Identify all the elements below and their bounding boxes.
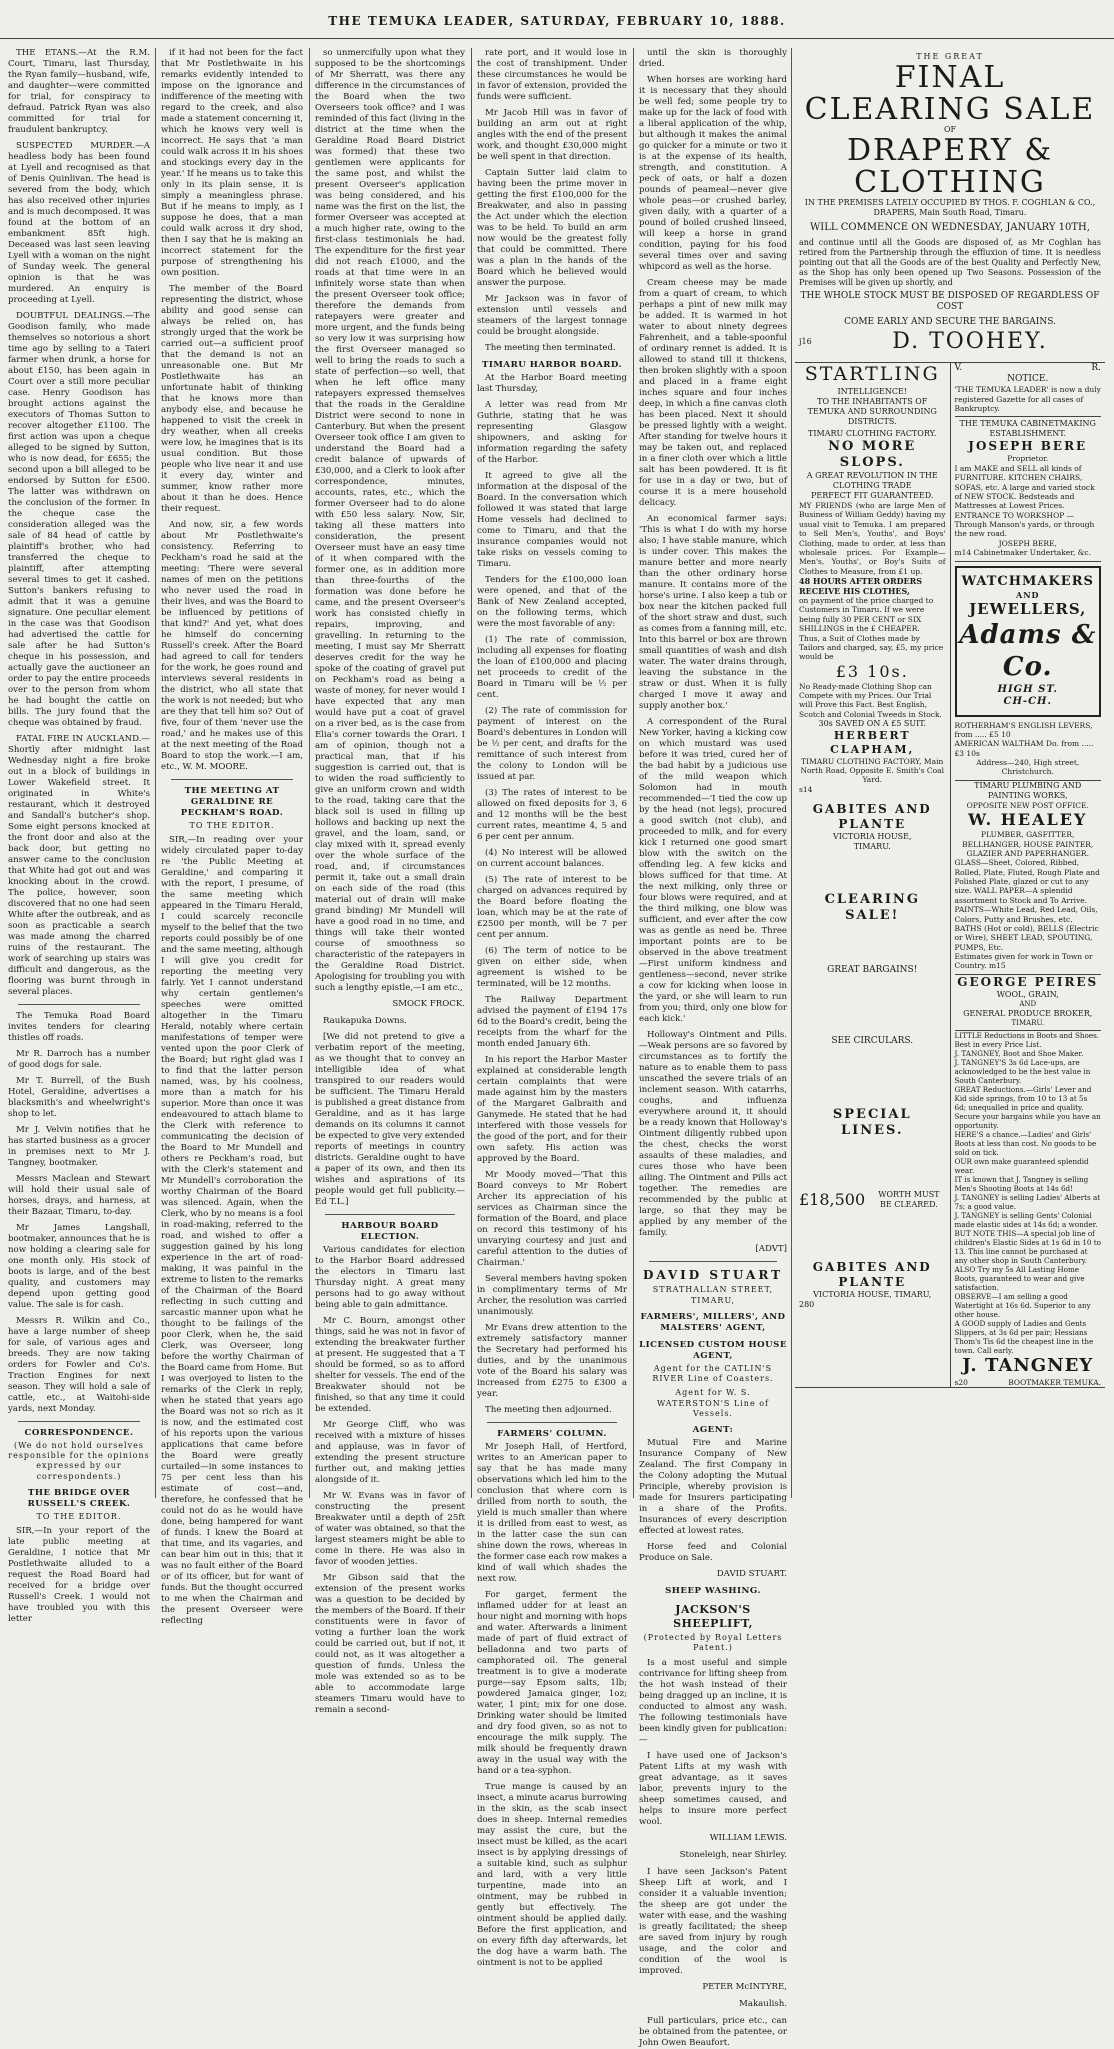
- ad-stuart-signature: DAVID STUART.: [716, 1569, 787, 1579]
- ad-body: MY FRIENDS (who are large Men of Business of William Geddy) having my usual visit to Temuka. I am prepared to Sell Men's, Youths', and Boys' Clothing, made to order, at less than wholesale prices. For Example—Men's, Youths', or Boy's Suits of Clothes to Measure, from £1 up.: [799, 501, 946, 576]
- article-paragraph: (3) The rates of interest to be allowed on fixed deposits for 3, 6 and 12 months will be the best current rates, meantime 4, 5 and 6 per cent per annum.: [477, 788, 627, 842]
- ad-code: j16: [799, 337, 812, 346]
- article-paragraph: When horses are working hard it is necessary that they should be well fed; some people try to make up for the lack of food with a liberal application of the whip, but although it makes the animal go quicker for a minute or two it is at the expense of its health, strength, and constitution. A peck of oats, or half a dozen pounds of peameal—never give whole peas—or crushed barley, given daily, with a quarter of a pound of boiled crushed linseed, will keep a horse in grand condition, paying for his food several times over and saving whipcord as well as the horse.: [639, 75, 787, 272]
- logo-script-name: Adams & Co.: [959, 619, 1097, 682]
- ad-stuart-name: DAVID STUART: [642, 1268, 784, 1282]
- logo-jewellers: JEWELLERS,: [969, 599, 1087, 618]
- editor-note: [We did not pretend to give a verbatim report of the meeting, as we thought that to convey an intelligible idea of what transpired to our readers would be sufficient. The Timaru Herald is published a great distance from Geraldine, and as it has large demands on its columns it cannot be expected to give very extended reports of meetings in country districts. Geraldine ought to have a paper of its own, and then its wishes and aspirations of its people would get full publicity.—Ed T.L.]: [315, 1032, 465, 1207]
- ad-v: V.: [954, 362, 963, 373]
- masthead-rule: [0, 38, 1114, 39]
- ad-stuart-body: Horse feed and Colonial Produce on Sale.: [639, 1542, 787, 1563]
- article-paragraph: Messrs Maclean and Stewart will hold their usual sale of horses, drays, and harness, at their Bazaar, Timaru, to-day.: [8, 1174, 150, 1217]
- ad-subtitle: INTELLIGENCE!: [837, 386, 908, 396]
- ad-saved: 30s SAVED ON A £5 SUIT.: [818, 719, 926, 729]
- ad-sheep-sub: (Protected by Royal Letters Patent.): [643, 1633, 783, 1653]
- logo-and: AND: [1016, 589, 1040, 600]
- article-paragraph: Mr James Langshall, bootmaker, announces that he is now holding a clearing sale for one month only. His stock of boots is large, and of the best quality, and customers may depend upon getting good value. The sale is for cash.: [8, 1223, 150, 1310]
- ad-stuart-line: Agent for W. S. WATERSTON'S Line of Vessels.: [656, 1388, 770, 1418]
- ad-tangney-line: A GOOD supply of Ladies and Gents Slippers, at 3s 6d per pair; Hessians Thom's Tis 6d the cheapest line in the town. Call early.: [954, 1319, 1094, 1356]
- column-3: [315, 48, 465, 1715]
- article-paragraph: The member of the Board representing the district, whose ability and good sense can always be relied on, has strongly urged that the work be carried out—a sufficient proof that the demand is not an unreasonable one. But Mr Postlethwaite has an unfortunate habit of thinking that he knows more than anybody else, and because he happened to visit the creek in dry weather, when all creeks were low, he imagines that is its usual condition. But those people who live near it and use it every day, winter and summer, know rather more about it than he does. Hence their request.: [161, 284, 303, 514]
- ad-stuart-line: LICENSED CUSTOM HOUSE AGENT,: [639, 1339, 787, 1361]
- article-paragraph: Mr Jackson was in favor of extension until vessels and steamers of the largest tonnage could be brought alongside.: [477, 294, 627, 337]
- ad-tangney-line: J. TANGNEY is selling Gents' Colonial made elastic sides at 14s 6d; a wonder.: [954, 1211, 1098, 1230]
- masthead: THE TEMUKA LEADER, SATURDAY, FEBRUARY 10, 1888.: [328, 14, 786, 28]
- place-line: Raukapuka Downs.: [323, 1016, 407, 1026]
- article-paragraph: The meeting then adjourned.: [485, 1405, 612, 1415]
- ad-cabinet-trade: Cabinetmaker Undertaker, &c.: [973, 548, 1092, 558]
- ad-tangney-line: OBSERVE—I am selling a good Watertight at 16s 6d. Superior to any other house.: [954, 1292, 1091, 1320]
- ad-gabites-city: TIMARU.: [853, 842, 891, 852]
- section-heading: HARBOUR BOARD ELECTION.: [341, 1221, 439, 1242]
- divider: [171, 779, 293, 780]
- ad-stuart-address: STRATHALLAN STREET, TIMARU,: [652, 1285, 774, 1305]
- ad-plumbing-footer: Estimates given for work in Town or Country.: [954, 952, 1093, 971]
- ad-tangney-line: HERE'S a chance.—Ladies' and Girls' Boots at less than cost. No goods to be sold on tick.: [954, 1130, 1097, 1158]
- ad-cabinet-proprietor: Proprietor.: [1007, 454, 1049, 464]
- article-paragraph: SIR,—In reading over your widely circulated paper to-day re 'the Public Meeting at Geraldine,' and comparing it with the report, I presume, of the same meeting which appeared in the Timaru Herald, I could scarcely reconcile myself to the belief that the two reports could possibly be of one and the same meeting, although I will give you credit for reporting the meeting very fairly. Yet I cannot understand why certain gentlemen's speeches were omitted altogether in the Timaru Herald, notably where certain manifestations of temper were vented upon the poor Clerk of the Board; but right glad was I to find that the latter person named, was, by his coolness, more than a match for his superior. More than once it was endeavoured to attach blame to the Clerk with reference to communicating the decision of the Board to Mr Mundell and others re Peckham's road, but with the Clerk's statement and Mr Mundell's corroboration the worthy Chairman of the Board was silenced. Again, when the Clerk, who by no means is a fool in road-making, referred to the road, and wished to offer a suggestion gained by his long experience in the art of road-making, it was painful in the extreme to listen to the remarks of the Chairman of the Board reflecting in such cutting and sarcastic manner upon what he thought to be failings of the poor Clerk, when he, the said Clerk, was Overseer, long before the worthy Chairman of the Board came from Home. But I was overjoyed to listen to the remarks of the Clerk in reply, when he stated that years ago the Board was not so rich as it is now, and the estimated cost of his reports upon the various applications that came before the Board were greatly curtailed—in some instances to 75 per cent less than his estimate of cost—and, therefore, he confessed that he could not do as he would have done, being hampered for want of funds. I knew the Board at that time, and its vagaries, and can bear him out in this; that it was no fault either of the Board or of its officer, but for want of funds. But the thought occurred to me when the Chairman and the present Overseer were reflecting: [161, 835, 303, 1627]
- ad-of: OF: [943, 125, 957, 134]
- divider: [649, 1261, 777, 1262]
- ad-peires-broker: GENERAL PRODUCE BROKER,: [963, 1008, 1093, 1018]
- ad-sheep-signature: PETER McINTYRE,: [702, 1981, 787, 1992]
- ad-sheep-title: JACKSON'S SHEEPLIFT,: [673, 1603, 753, 1631]
- divider: [18, 1421, 140, 1422]
- ad-stuart-body: Mutual Fire and Marine Insurance Company of New Zealand. The first Company in the Colony adopting the Mutual Principle, whereby provision is made for Insurers participating in a share of the Profits. Insurances of every description effected at lowest rates.: [639, 1438, 787, 1536]
- ad-body: and continue until all the Goods are disposed of, as Mr Coghlan has retired from the Partnership through the effluxion of time. It is needless pointing out that all the Goods are of the best Quality and Perfectly New, as the Shop has only been opened up Two Seasons. Possession of the Premises will be given up shortly, and: [799, 237, 1101, 287]
- section-heading: THE MEETING AT GERALDINE RE PECKHAM'S ROAD.: [180, 786, 284, 818]
- ad-tangney-line: IT is known that J. Tangney is selling Men's Shooting Boots at 14s 6d!: [954, 1175, 1089, 1194]
- ad-watch-line: ROTHERHAM'S ENGLISH LEVERS, from ..... £5 10: [954, 720, 1093, 739]
- ad-slops: NO MORE SLOPS.: [828, 438, 917, 470]
- ad-gabites-name: GABITES AND PLANTE: [812, 802, 932, 832]
- ad-clearing-sale: CLEARING SALE!: [824, 892, 920, 924]
- article-paragraph: Mr Evans drew attention to the extremely satisfactory manner the Secretary had performed his duties, and by the unanimous vote of the Board his salary was increased from £275 to £300 a year.: [477, 1323, 627, 1399]
- column-rule: [471, 48, 472, 1498]
- ad-tangney-line: LITTLE Reductions in Boots and Shoes. Best in every Price List.: [954, 1031, 1100, 1050]
- article-paragraph: The Temuka Road Board invites tenders for clearing thistles off roads.: [8, 1011, 150, 1043]
- article-paragraph: Cream cheese may be made from a quart of cream, to which perhaps a pint of new milk may be added. It is warmed in hot water to about ninety degrees Fahrenheit, and a table-spoonful of ordinary rennet is added. It is allowed to stand till it thickens, then broken slightly with a spoon and placed in a frame eight inches square and four inches deep, in which a fine canvas cloth has been placed. Next it should be pressed lightly with a weight. After standing for twelve hours it may be taken out, and replaced in a finer cloth over which a little salt has been powdered. It is fit for use in a day or two, but of course it is a mere household delicacy.: [639, 278, 787, 508]
- ad-notice: NOTICE.: [1007, 374, 1049, 384]
- ad-worth: WORTH MUST BE CLEARED.: [878, 1189, 940, 1209]
- logo-street: HIGH ST.: [997, 683, 1058, 695]
- article-paragraph: Mr George Cliff, who was received with a mixture of hisses and applause, was in favor of extending the present structure further out, and making jetties alongside of it.: [315, 1420, 465, 1485]
- article-paragraph: FATAL FIRE IN AUCKLAND.—Shortly after midnight last Wednesday night a fire broke out in a block of buildings in Lower Wakefield street. It originated in White's restaurant, which it destroyed and Sandall's butcher's shop. Some eight persons knocked at the front door and also at the back door, but getting no answer came to the conclusion that White had got out and was knocking about in the crowd. The police, however, soon discovered that no one had seen White after the outbreak, and as soon as practicable a search was made among the charred ruins of the restaurant. The work of searching up stairs was difficult and dangerous, as the flooring was burnt through in several places.: [8, 734, 150, 997]
- article-paragraph: Mr T. Burrell, of the Bush Hotel, Geraldine, advertises a blacksmith's and wheelwright's shop to let.: [8, 1076, 150, 1119]
- ad-come: COME EARLY AND SECURE THE BARGAINS.: [844, 317, 1056, 327]
- ad-kicker: THE GREAT: [916, 52, 984, 61]
- ad-peires-trade: WOOL, GRAIN,: [996, 989, 1059, 999]
- logo-city: CH-CH.: [1003, 696, 1052, 707]
- ad-premises: IN THE PREMISES LATELY OCCUPIED BY THOS. F. COGHLAN & CO., DRAPERS, Main South Road, Timaru.: [804, 198, 1096, 217]
- article-paragraph: Holloway's Ointment and Pills.—Weak persons are so favored by circumstances as to fortify the nature as to enable them to pass unscathed the severe trials of an inclement season. With catarrhs, coughs, and influenza everywhere around it, it should be a ready known that Holloway's Ointment diligently rubbed upon the chest, checks the worst assaults of these maladies, and cures those who have been ailing. The Ointment and Pills act together. The remedies are recommended by the public at large, so that they may be applied by any member of the family.: [639, 1030, 787, 1238]
- ad-bargains: GREAT BARGAINS!: [827, 964, 918, 975]
- ad-plumbing-name: W. HEALEY: [968, 810, 1088, 830]
- ad-tangney-line: J. TANGNEY'S 3s 6d Lace-ups, are acknowledged to be the best value in South Canterbury.: [954, 1058, 1091, 1086]
- ad-cabinet-body: I am MAKE and SELL all kinds of FURNITURE. KITCHEN CHAIRS, SOFAS, etc. A large and varied stock of NEW STOCK. Bedsteads and Mattresses at Lowest Prices.: [954, 463, 1095, 511]
- ad-tangney-line: ALSO Try my 5s All Lasting Home Boots, guaranteed to wear and give satisfaction.: [954, 1265, 1085, 1293]
- ad-amount: £18,500: [799, 1189, 866, 1209]
- divider: [487, 1422, 617, 1423]
- signature: SMOCK FROCK.: [392, 999, 465, 1009]
- ad-no-ready-made: No Ready-made Clothing Shop can Compete with my Prices. Our Trial will Prove this Fact. Best English, Scotch and Colonial Tweeds in Stock.: [799, 681, 942, 719]
- ad-plumbing-trade: PLUMBER, GASFITTER, BELLHANGER, HOUSE PAINTER, GLAZIER AND PAPERHANGER.: [962, 830, 1094, 858]
- article-paragraph: In his report the Harbor Master explained at considerable length certain complaints that were made against him by the masters of the Margaret Galbraith and Ganymede. He stated that he had interfered with those vessels for the good of the port, and for their own safety. His action was approved by the Board.: [477, 1055, 627, 1164]
- ad-sheep-signature: WILLIAM LEWIS.: [709, 1832, 787, 1843]
- article-paragraph: Mr R. Darroch has a number of good dogs for sale.: [8, 1049, 150, 1070]
- ad-title: FINAL CLEARING SALE: [804, 60, 1096, 127]
- article-paragraph: rate port, and it would lose in the cost of transhipment. Under these circumstances he would be in favor of extension, provided the funds were sufficient.: [477, 48, 627, 102]
- ad-sheep-place: Makaulish.: [739, 1998, 787, 2009]
- ad-tangney-line: J. TANGNEY, Boot and Shoe Maker.: [954, 1049, 1084, 1059]
- article-paragraph: (5) The rate of interest to be charged on advances required by the Board before floating the loan, which may be at the rate of £2500 per month, will be 7 per cent per annum.: [477, 875, 627, 940]
- article-paragraph: Mr Joseph Hall, of Hertford, writes to an American paper to say that he has made many observations which led him to the conclusion that where corn is drilled from north to south, the yield is much smaller than where it is drilled from east to west, as in the latter case the sun can shine down the rows, whereas in the former case each row makes a kind of wall which shades the next row.: [477, 1442, 627, 1584]
- ad-gabites-address: VICTORIA HOUSE, TIMARU,: [813, 1289, 932, 1299]
- ad-gabites-name: GABITES AND PLANTE: [812, 1259, 932, 1289]
- article-paragraph: And now, sir, a few words about Mr Postlethwaite's consistency. Referring to Peckham's road he said at the meeting: 'There were several names of men on the petitions who never used the road in their lives, and was the Board to be influenced by petitions of that kind?' And yet, what does he himself do concerning Russell's creek. After the Board had agreed to call for tenders for the work, he goes round and interviews several residents in the district, who all state that the work is not needed; but who are they that tell him so? Out of five, four of them 'never use the road,' and he makes use of this at the next meeting of the Road Board to stop the work.—I am, etc., W. M. MOORE.: [161, 520, 303, 772]
- ad-suit: Thus, a Suit of Clothes made by Tailors and charged, say, £5, my price would be: [799, 633, 944, 662]
- ad-clothing-factory: [795, 363, 951, 1387]
- article-paragraph: Several members having spoken in complimentary terms of Mr Archer, the resolution was carried unanimously.: [477, 1274, 627, 1317]
- ad-tangney-trade: BOOTMAKER TEMUKA.: [1008, 1377, 1101, 1387]
- letter-heading: THE BRIDGE OVER RUSSELL'S CREEK.: [27, 1487, 131, 1509]
- article-paragraph: Mr C. Bourn, amongst other things, said he was not in favor of extending the breakwater further at present. He suggested that a T should be formed, so as to afford shelter for vessels. The end of the Breakwater should not be finished, so that any time it could be extended.: [315, 1316, 465, 1414]
- column-4: [477, 48, 628, 1968]
- ad-stuart-agent: AGENT:: [692, 1425, 734, 1435]
- column-rule: [155, 48, 156, 1498]
- ad-notice-body: 'THE TEMUKA LEADER' is now a duly registered Gazette for all cases of Bankruptcy.: [955, 385, 1102, 417]
- adams-logo: [955, 566, 1102, 717]
- ad-tangney-line: J. TANGNEY is selling Ladies' Alberts at 7s; a good value.: [954, 1193, 1101, 1212]
- ad-peires-city: TIMARU.: [955, 1019, 1102, 1032]
- ad-hours: 48 HOURS AFTER ORDERS RECEIVE HIS CLOTHES,: [799, 576, 923, 596]
- section-heading: CORRESPONDENCE.: [24, 1428, 134, 1438]
- logo-watchmakers: WATCHMAKERS: [961, 573, 1094, 589]
- ad-to: TO THE INHABITANTS OF TEMUKA AND SURROUNDING DISTRICTS.: [807, 396, 937, 426]
- article-paragraph: Mr Moody moved—'That this Board conveys to Mr Robert Archer its appreciation of his services as Chairman since the formation of the Board, and place on record this testimony of his unvarying courtesy and just and careful attention to the duties of Chairman.': [477, 1170, 627, 1268]
- article-paragraph: A letter was read from Mr Guthrie, stating that he was representing Glasgow shipowners, and asking for information regarding the safety of the Harbor.: [477, 400, 627, 465]
- article-paragraph: Tenders for the £100,000 loan were opened, and that of the Bank of New Zealand accepted, on the following terms, which were the most favorable of any:: [477, 575, 627, 629]
- article-paragraph: Various candidates for election to the Harbor Board addressed the electors in Timaru last Thursday night. A great many persons had to go away without being able to gain admittance.: [315, 1245, 465, 1310]
- article-paragraph: (2) The rate of commission for payment of interest on the Board's debentures in London will be ½ per cent, and drafts for the remittance of such interest from the colony to London will be issued at par.: [477, 706, 627, 782]
- article-paragraph: At the Harbor Board meeting last Thursday,: [477, 373, 627, 394]
- ad-special-lines: SPECIAL LINES.: [832, 1107, 912, 1139]
- ad-title: STARTLING: [804, 362, 940, 385]
- ad-peires-name: GEORGE PEIRES: [957, 974, 1099, 989]
- ad-right-column: [951, 363, 1106, 1387]
- divider: [325, 1214, 455, 1215]
- column-5: [639, 48, 787, 2048]
- ad-tangney-name: J. TANGNEY: [962, 1355, 1094, 1377]
- ad-advertiser: D. TOOHEY.: [892, 329, 1048, 355]
- column-rule: [309, 48, 310, 1498]
- article-paragraph: (6) The term of notice to be given on either side, when agreement is wished to be terminated, will be 12 months.: [477, 946, 627, 989]
- ad-gabites-address: VICTORIA HOUSE,: [832, 832, 912, 842]
- article-paragraph: until the skin is thoroughly dried.: [639, 48, 787, 69]
- article-paragraph: SIR,—In your report of the late public meeting at Geraldine, I notice that Mr Postlethwaite alluded to a request the Road Board had received for a bridge over Russell's Creek. I would not have troubled you with this letter: [8, 1526, 150, 1625]
- article-paragraph: Mr Jacob Hill was in favor of building an arm out at right angles with the end of the present work, and thought £30,000 might be well spent in that direction.: [477, 108, 627, 162]
- article-paragraph: It agreed to give all the information at the disposal of the Board. In the conversation which followed it was stated that large Home vessels had declined to come to Timaru, and that the insurance companies would not take risks on vessels coming to Timaru.: [477, 471, 627, 569]
- advertisements: [795, 48, 1105, 1498]
- ad-code: m14: [954, 548, 972, 558]
- divider: [18, 1004, 140, 1005]
- ad-subtitle: DRAPERY & CLOTHING: [846, 133, 1054, 200]
- editorial-note: (We do not hold ourselves responsible for the opinions expressed by our correspondents.): [8, 1441, 150, 1481]
- ad-code: s20: [954, 1377, 968, 1387]
- column-rule: [791, 48, 792, 1498]
- article-paragraph: Mr J. Velvin notifies that he has started business as a grocer in premises next to Mr J. Tangney, bootmaker.: [8, 1125, 150, 1168]
- article-paragraph: Captain Sutter laid claim to having been the prime mover in getting the first £100,000 for the Breakwater, and also in passing the Act under which the election was to be held. To build an arm now would be the greatest folly that could be committed. There was a plan in the hands of the Board which he believed would answer the purpose.: [477, 168, 627, 288]
- ad-sheep-testimonial: I have used one of Jackson's Patent Lifts at my wash with great advantage, as it saves labor, prevents injury to the sheep sometimes caused, and helps to insure more perfect wool.: [639, 1750, 787, 1827]
- ad-advertiser: HERBERT CLAPHAM,: [830, 729, 915, 756]
- article-paragraph: A correspondent of the Rural New Yorker, having a kicking cow on which mustard was used before it was tried, cured her of the bad habit by a judicious use of the mild weapon which Solomon had in mouth recommended—'I tied the cow up by the head (not legs), procured a good switch (not club), and proceeded to milk, and for every kick I returned one good smart blow with the switch on the offending leg. A few kicks and blows sufficed for that time. At the next milking, only three or four blows were required, and at the third milking, one blow was sufficient, and ever after the cow was as gentle as need be. Three important points are to be observed in the above treatment—First uniform kindness and gentleness—second, never strike a cow for kicking when loose in the yard, or she will learn to run from you; third, only one blow for each kick.': [639, 717, 787, 1024]
- ad-address: TIMARU CLOTHING FACTORY, Main North Road, Opposite E. Smith's Coal Yard.: [800, 756, 945, 785]
- advt-tag: [ADVT]: [755, 1244, 787, 1254]
- ad-tangney-line: BUT NOTE THIS—A special job line of children's Elastic Sides at 1s 6d in 10 to 13. This line cannot be purchased at any other shop in South Canterbury.: [954, 1229, 1102, 1266]
- ad-plumbing-title: TIMARU PLUMBING AND PAINTING WORKS,: [974, 780, 1082, 800]
- ad-payment: on payment of the price charged to Customers in Timaru. If we were being fully 30 PER CENT or SIX SHILLINGS in the £ CHEAPER.: [799, 596, 934, 634]
- ad-sheep-place: Stoneleigh, near Shirley.: [679, 1849, 787, 1860]
- ad-code: s14: [799, 784, 813, 794]
- article-paragraph: For garget, ferment the inflamed udder for at least an hour night and morning with hops and water. Afterwards a liniment made of part of fluid extract of belladonna and two parts of camphorated oil. The general treatment is to give a moderate purge—say Epsom salts, 1lb; powdered Jamaica ginger, 1oz; water, 1 pint; mix for one dose. Drinking water should be limited and dry food given, so as not to encourage the milk supply. The milk should be frequently drawn away in the usual way with the hand or a tea-syphon.: [477, 1590, 627, 1776]
- ad-cabinet-title: THE TEMUKA CABINETMAKING ESTABLISHMENT.: [959, 419, 1096, 439]
- article-paragraph: An economical farmer says: 'This is what I do with my horse also; I have stable manure, which is under cover. This makes the manure better and more nearly than the other ordinary horse manure. It contains more of the horse's urine. I also keep a tub or box near the kitchen packed full of the short straw and dust, such as comes from a fanning mill, etc. Into this barrel or box are thrown small quantities of wash and dish water. The water drains through, leaving the substance in the straw or dust. When it is fully charged I move it away and supply another box.': [639, 514, 787, 711]
- ad-factory: TIMARU CLOTHING FACTORY.: [808, 428, 937, 438]
- ad-clearing-sale: [795, 48, 1105, 363]
- ad-r: R.: [1091, 362, 1101, 373]
- article-paragraph: (1) The rate of commission, including all expenses for floating the loan of £100,000 and placing net proceeds to credit of the Board in Timaru will be ½ per cent.: [477, 635, 627, 700]
- ad-sheep-footer: Full particulars, price etc., can be obtained from the patentee, or John Owen Beaufort.: [639, 2015, 787, 2048]
- ad-peires-and: AND: [1019, 999, 1037, 1008]
- ad-date: WILL COMMENCE ON WEDNESDAY, JANUARY 10TH,: [810, 222, 1090, 233]
- column-rule: [633, 48, 634, 1498]
- ad-tangney-line: GREAT Reductions.—Girls' Lever and Kid side springs, from 10 to 13 at 5s 6d; unequalled in price and quality. Secure your bargains while you have an opportunity.: [954, 1085, 1101, 1131]
- ad-stuart-line: Agent for the CATLIN'S RIVER Line of Coasters.: [652, 1363, 774, 1384]
- ad-cabinet-entrance: ENTRANCE TO WORKSHOP — Through Manson's yards, or through the new road.: [954, 510, 1095, 539]
- article-paragraph: Mr Gibson said that the extension of the present works was a question to be decided by the members of the Board. If their constituents were in favor of voting a further loan the work could be carried out, but if not, it could not, as it was altogether a question of funds. Unless the mole was extended so as to be able to accommodate large steamers Timaru would have to remain a second-: [315, 1573, 465, 1715]
- ad-price: £3 10s.: [835, 661, 909, 681]
- ad-cabinet-name: JOSEPH BERE: [968, 439, 1088, 454]
- column-2: [161, 48, 303, 1627]
- article-paragraph: (4) No interest will be allowed on current account balances.: [477, 848, 627, 869]
- article-paragraph: The Railway Department advised the payment of £194 17s 6d to the Board's credit, being the receipts from the wharf for the month ended January 6th.: [477, 995, 627, 1049]
- section-heading: FARMERS' COLUMN.: [497, 1429, 607, 1439]
- ad-sheep-body: Is a most useful and simple contrivance for lifting sheep from the hot wash instead of their being dragged up an incline, it is conducted to almost any wash. The following testimonials have been kindly given for publication:—: [639, 1657, 787, 1745]
- article-paragraph: Messrs R. Wilkin and Co., have a large number of sheep for sale, of various ages and breeds. They are now taking orders for Fowler and Co's. Traction Engines for next season. They will hold a sale of cattle, etc., at Waitohi-side yards, next Monday.: [8, 1316, 150, 1414]
- section-heading: TIMARU HARBOR BOARD.: [481, 360, 623, 370]
- article-paragraph: so unmercifully upon what they supposed to be the shortcomings of Mr Sherratt, was there any difference in the circumstances of the Board when the two Overseers took office? and I was reminded of this fact (living in the district at the time when the Geraldine Road Board District was formed) that these two gentlemen were applicants for the same post, and whilst the present Overseer's application was being considered, and his name was the first on the list, the former Overseer was accepted at a much higher rate, owing to the first-class testimonials he had. The expenditure for the first year did not reach £1000, and the roads at that time were in an infinitely worse state than when the present Overseer took office; therefore the demands from ratepayers were greater and more urgent, and the funds being so very low it was surprising how the first Overseer managed so well to bring the roads to such a state of perfection—so well, that when he left office many ratepayers expressed themselves that the roads in the Geraldine District were second to none in Canterbury. But when the present Overseer took office I am given to understand the Board had a credit balance of upwards of £30,000, and a Clerk to look after correspondence, minutes, accounts, rates, etc., which the former Overseer had to do alone with £50 less salary. Now, Sir, taking all these matters into consideration, the present Overseer must have an easy time of it when compared with the former one, as in addition more than three-fourths of the formation was done before he came, and the present Overseer's work has consisted chiefly in repairs, improving, and gravelling. In returning to the meeting, I must say Mr Sherratt deserves credit for the way he spoke of the coating of gravel put on Peckham's road as being a waste of money, for never would I have expected that any man would have put a coat of gravel on a river bed, as is the case from Elia's corner towards the Orari. I am of opinion, though not a practical man, that if his suggestion is carried out, that is to widen the road sufficiently to give an uniform crown and width to the road, taking care that the black soil is used in filling up hollows and backing up next the gravel, and the loam, sand, or clay mixed with it, spread evenly over the whole surface of the road, and, if circumstances permit it, take out a small drain on each side of the road (this material out of drain will make grand binding) Mr Mundell will have a good road in no time, and things will take their wonted course of smoothness so characteristic of the ratepayers in the Geraldine Road District. Apologising for troubling you with such a lengthy epistle,—I am etc.,: [315, 48, 465, 993]
- ad-sheep-testimonial: I have seen Jackson's Patent Sheep Lift at work, and I consider it a valuable invention; the sheep are got under the water with ease, and the washing is greatly facilitated; the sheep are saved from injury by rough usage, and the color and condition of the wool is improved.: [639, 1866, 787, 1976]
- ad-code: 280: [799, 1299, 815, 1309]
- article-paragraph: DOUBTFUL DEALINGS.—The Goodison family, who made themselves so notorious a short time ago by selling to a Taieri farmer when drunk, a horse for about £150, has been again in Court over a still more peculiar case. Henry Goodison has brought actions against the executors of Thomas Sutton to recover altogether £1100. The first action was upon a cheque alleged to be signed by Sutton, who is now dead, for £655; the second upon a bill alleged to be endorsed by Sutton for £500. The latter was withdrawn on the conclusion of the former. In the cheque case the consideration alleged was the sale of 84 head of cattle by plaintiff's brother, who had transferred the cheque to plaintiff, after attempting several times to get it cashed. Sutton's bankers refusing to admit that it was a genuine signature. One peculiar element in the case was that Goodison had advertised the cattle for sale after he had Sutton's cheque in his possession, and actually gave the auctioneer an order to pay the entire proceeds over to the person from whom he had bought the cattle on bills. The jury found that the cheque was obtained by fraud.: [8, 311, 150, 728]
- ad-cabinet-signature: JOSEPH BERE,: [998, 538, 1057, 548]
- article-paragraph: SUSPECTED MURDER.—A headless body has been found at Lyell and recognised as that of Denis Quinlivan. The head is severed from the body, which has also received other injuries and is much decomposed. It was found at the bottom of an embankment 85ft high. Deceased was last seen leaving Lyell with a woman on the night of Sunday week. The general opinion is that he was murdered. An enquiry is proceeding at Lyell.: [8, 141, 150, 305]
- to-editor: TO THE EDITOR.: [36, 1511, 122, 1521]
- ad-sheep-heading: SHEEP WASHING.: [665, 1586, 761, 1596]
- article-paragraph: if it had not been for the fact that Mr Postlethwaite in his remarks evidently intended to impose on the ignorance and indifference of the meeting with regard to the creek, and also made a statement concerning it, which he knows very well is incorrect. He says that 'a man could walk across it in his shoes and stockings every day in the year.' If he means us to take this only in its plain sense, it is simply a meaningless phrase. But if he means to imply, as I suppose he does, that a man could walk across it dry shod, then I say that he is making an incorrect statement for the purpose of strengthening his own position.: [161, 48, 303, 278]
- ad-tangney-line: OUR own make guaranteed splendid wear.: [954, 1157, 1089, 1176]
- ad-watch-address: Address—240, High street, Christchurch.: [955, 758, 1102, 781]
- article-paragraph: The meeting then terminated.: [485, 343, 616, 353]
- ad-fit: PERFECT FIT GUARANTEED.: [811, 491, 934, 500]
- ad-code: m15: [989, 961, 1006, 971]
- ad-revolution: A GREAT REVOLUTION IN THE CLOTHING TRADE: [806, 471, 938, 490]
- ad-watch-line: AMERICAN WALTHAM Do. from ..... £3 10s: [954, 739, 1094, 758]
- ad-stock: THE WHOLE STOCK MUST BE DISPOSED OF REGARDLESS OF COST: [800, 290, 1100, 312]
- ad-stuart-line: FARMERS', MILLERS', AND MALSTERS' AGENT,: [640, 1311, 786, 1333]
- article-paragraph: Mr W. Evans was in favor of constructing the present Breakwater until a depth of 25ft of water was obtained, so that the largest steamers might be able to come in there. He was also in favor of wooden jetties.: [315, 1491, 465, 1567]
- ad-plumbing-opposite: OPPOSITE NEW POST OFFICE.: [966, 800, 1089, 810]
- to-editor: TO THE EDITOR.: [189, 821, 275, 830]
- article-paragraph: True mange is caused by an insect, a minute acarus burrowing in the skin, as the scab insect does in sheep. Internal remedies may assist the cure, but the insect must be killed, as the acari insect is by applying dressings of a suitable kind, such as sulphur and lard, with a very little turpentine, made into an ointment, may be rubbed in gently but effectively. The ointment should be applied daily. Before the first application, and on every fifth day afterwards, let the dog have a warm bath. The ointment is not to be applied: [477, 1782, 628, 1968]
- column-1: [8, 48, 150, 1625]
- article-paragraph: THE ETANS.—At the R.M. Court, Timaru, last Thursday, the Ryan family—husband, wife, and daughter—were committed for trial, for conspiracy to defraud. Patrick Ryan was also committed for trial for fraudulent bankruptcy.: [8, 48, 150, 135]
- ad-plumbing-body: GLASS—Sheet, Colored, Ribbed, Rolled, Plate, Fluted, Rough Plate and Polished Plate, glazed or cut to any size. WALL PAPER—A splendid assortment to Stock and To Arrive. PAINTS—White Lead, Red Lead, Oils, Colors, Putty and Brushes, etc. BATHS (Hot or cold), BELLS (Electric or Wire), SHEET LEAD, SPOUTING, PUMPS, Etc.: [954, 858, 1100, 952]
- ad-circulars: SEE CIRCULARS.: [831, 1035, 914, 1046]
